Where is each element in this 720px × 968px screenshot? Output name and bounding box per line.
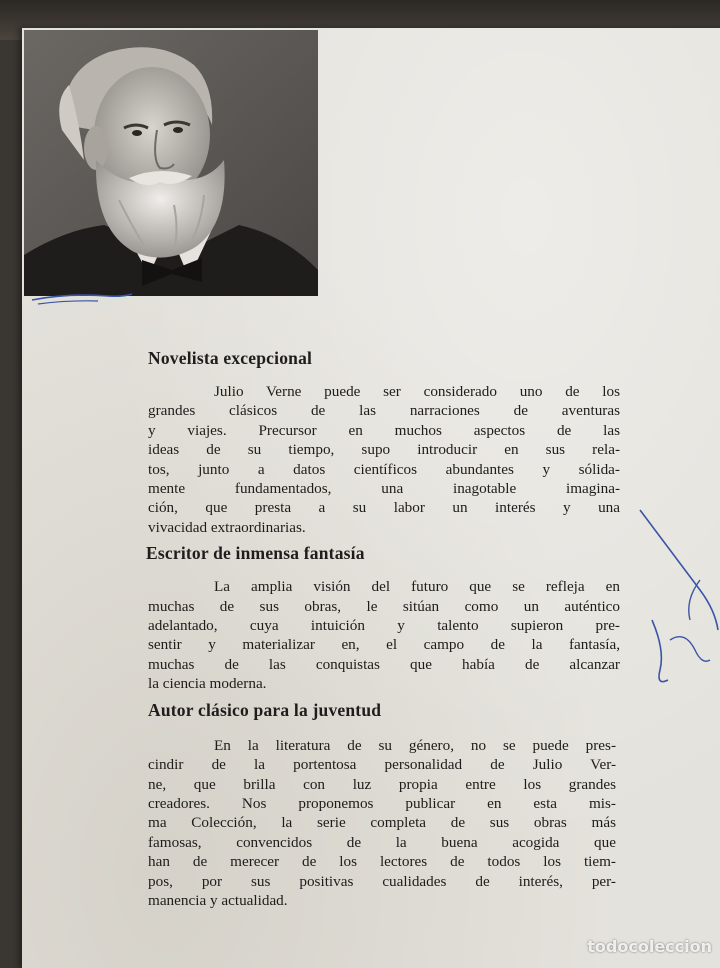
text-line: y viajes. Precursor en muchos aspectos de las [148,421,620,439]
text-line: han de merecer de los lectores de todos los tiem- [148,853,616,871]
section-heading: Autor clásico para la juventud [148,699,382,720]
text-line: la ciencia moderna. [148,675,267,693]
section-autor [148,698,708,911]
text-line: Julio Verne puede ser considerado uno de los [214,383,620,400]
section-escritor [148,541,708,693]
text-line: cindir de la portentosa personalidad de Julio Ver- [148,756,616,774]
portrait-image [24,30,318,296]
section-paragraph [148,382,620,537]
text-line: ma Colección, la serie completa de sus obras más [148,814,616,832]
section-paragraph [148,577,620,693]
text-line: muchas de sus obras, le sitúan como un auténtico [148,597,620,615]
text-line: adelantado, cuya intuición y talento supieron pre- [148,617,620,635]
text-line: ideas de su tiempo, supo introducir en sus rela- [148,441,620,459]
text-line: En la literatura de su género, no se puede pres- [214,736,616,754]
text-line: mente fundamentados, una inagotable imagina- [148,480,620,498]
text-content [148,346,708,910]
text-line: ción, que presta a su labor un interés y una [148,499,620,517]
section-heading: Escritor de inmensa fantasía [146,543,365,564]
section-heading: Novelista excepcional [148,348,313,368]
text-line: vivacidad extraordinarias. [148,518,306,536]
text-line: manencia y actualidad. [148,891,288,909]
text-line: muchas de las conquistas que había de alcanzar [148,655,620,673]
watermark-logo [587,937,712,956]
text-line: famosas, convencidos de la buena acogida que [148,833,616,851]
text-line: tos, junto a datos científicos abundantes y sólida- [148,460,620,478]
text-line: sentir y materializar en, el campo de la fantasía, [148,636,620,654]
text-line: creadores. Nos proponemos publicar en esta mis- [148,794,616,812]
text-line: pos, por sus positivas cualidades de interés, per- [148,872,616,890]
section-paragraph [148,736,616,911]
section-novelista [148,346,708,537]
text-line: La amplia visión del futuro que se refleja en [214,578,620,596]
text-line: ne, que brilla con luz propia entre los grandes [148,775,616,793]
watermark-text: todocoleccion [587,937,712,956]
text-line: grandes clásicos de las narraciones de aventuras [148,402,620,420]
author-portrait [24,30,318,296]
